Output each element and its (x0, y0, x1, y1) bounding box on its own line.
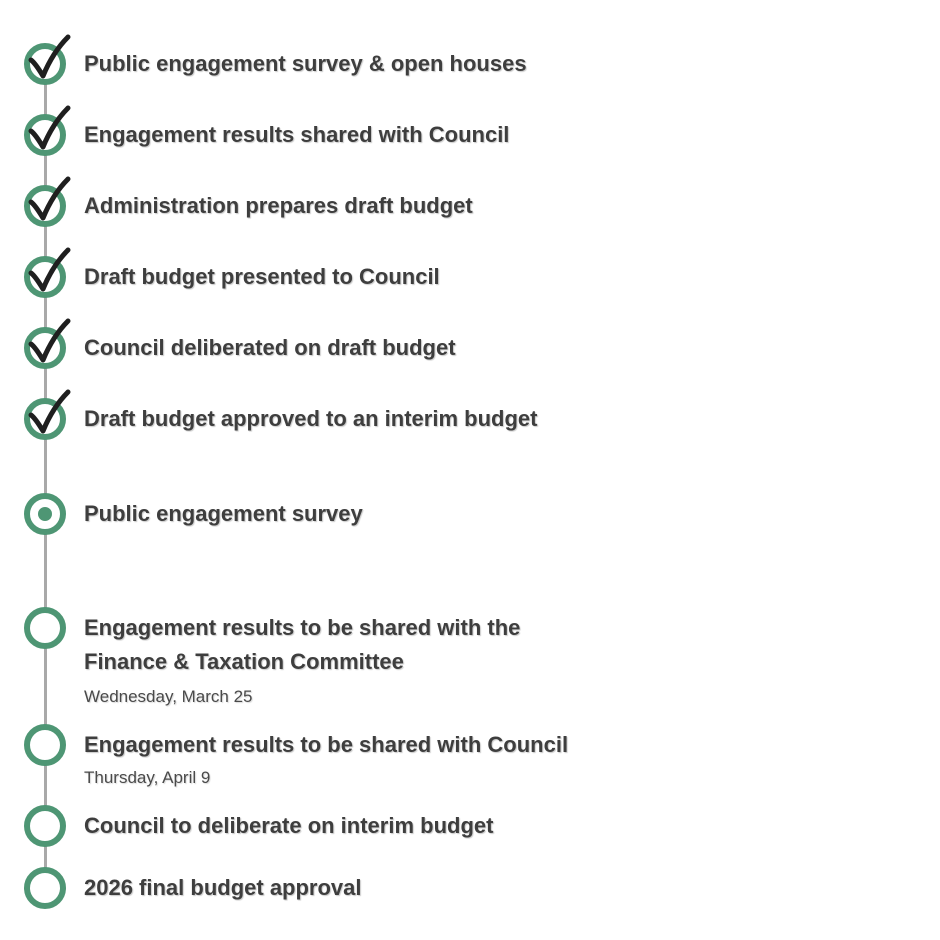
icon-ring (24, 724, 66, 766)
circle-outline-icon (24, 805, 66, 847)
icon-ring (24, 867, 66, 909)
timeline-item (24, 185, 473, 227)
icon-ring (24, 607, 66, 649)
timeline-item (24, 607, 589, 709)
step-title: Engagement results to be shared with the Finance & Taxation Committee (84, 615, 521, 674)
step-date: Wednesday, March 25 (84, 687, 253, 706)
circle-outline-icon (24, 724, 66, 766)
check-icon (21, 101, 74, 154)
timeline-item (24, 114, 509, 156)
check-icon (21, 385, 74, 438)
step-title: Draft budget presented to Council (84, 264, 440, 289)
step-text (84, 724, 568, 790)
step-title: Engagement results to be shared with Council (84, 732, 569, 757)
step-title: Council deliberated on draft budget (84, 335, 456, 360)
step-title: Engagement results shared with Council (84, 122, 510, 147)
step-title: Draft budget approved to an interim budget (84, 406, 538, 431)
check-icon (21, 30, 74, 83)
check-circle-icon (24, 43, 66, 85)
radio-dot-icon (24, 493, 66, 535)
step-text (84, 867, 362, 909)
circle-outline-icon (24, 607, 66, 649)
step-text (84, 256, 440, 298)
timeline-item (24, 398, 537, 440)
step-text (84, 327, 456, 369)
circle-outline-icon (24, 867, 66, 909)
step-title: 2026 final budget approval (84, 875, 362, 900)
timeline-item (24, 256, 440, 298)
step-title: Council to deliberate on interim budget (84, 813, 494, 838)
timeline-item (24, 327, 456, 369)
timeline-item (24, 43, 527, 85)
check-icon (21, 243, 74, 296)
step-date: Thursday, April 9 (84, 768, 211, 787)
step-text (84, 493, 363, 535)
step-text (84, 114, 509, 156)
check-circle-icon (24, 114, 66, 156)
step-text (84, 607, 589, 709)
timeline-item (24, 724, 568, 790)
step-text (84, 43, 527, 85)
check-icon (21, 314, 74, 367)
step-text (84, 185, 473, 227)
step-text (84, 398, 537, 440)
check-circle-icon (24, 327, 66, 369)
check-icon (21, 172, 74, 225)
current-step-dot (38, 507, 52, 521)
icon-ring (24, 805, 66, 847)
step-title: Administration prepares draft budget (84, 193, 473, 218)
step-title: Public engagement survey & open houses (84, 51, 527, 76)
timeline-item (24, 493, 363, 535)
timeline-item (24, 867, 362, 909)
check-circle-icon (24, 256, 66, 298)
step-title: Public engagement survey (84, 501, 363, 526)
step-text (84, 805, 493, 847)
check-circle-icon (24, 398, 66, 440)
timeline-item (24, 805, 493, 847)
check-circle-icon (24, 185, 66, 227)
